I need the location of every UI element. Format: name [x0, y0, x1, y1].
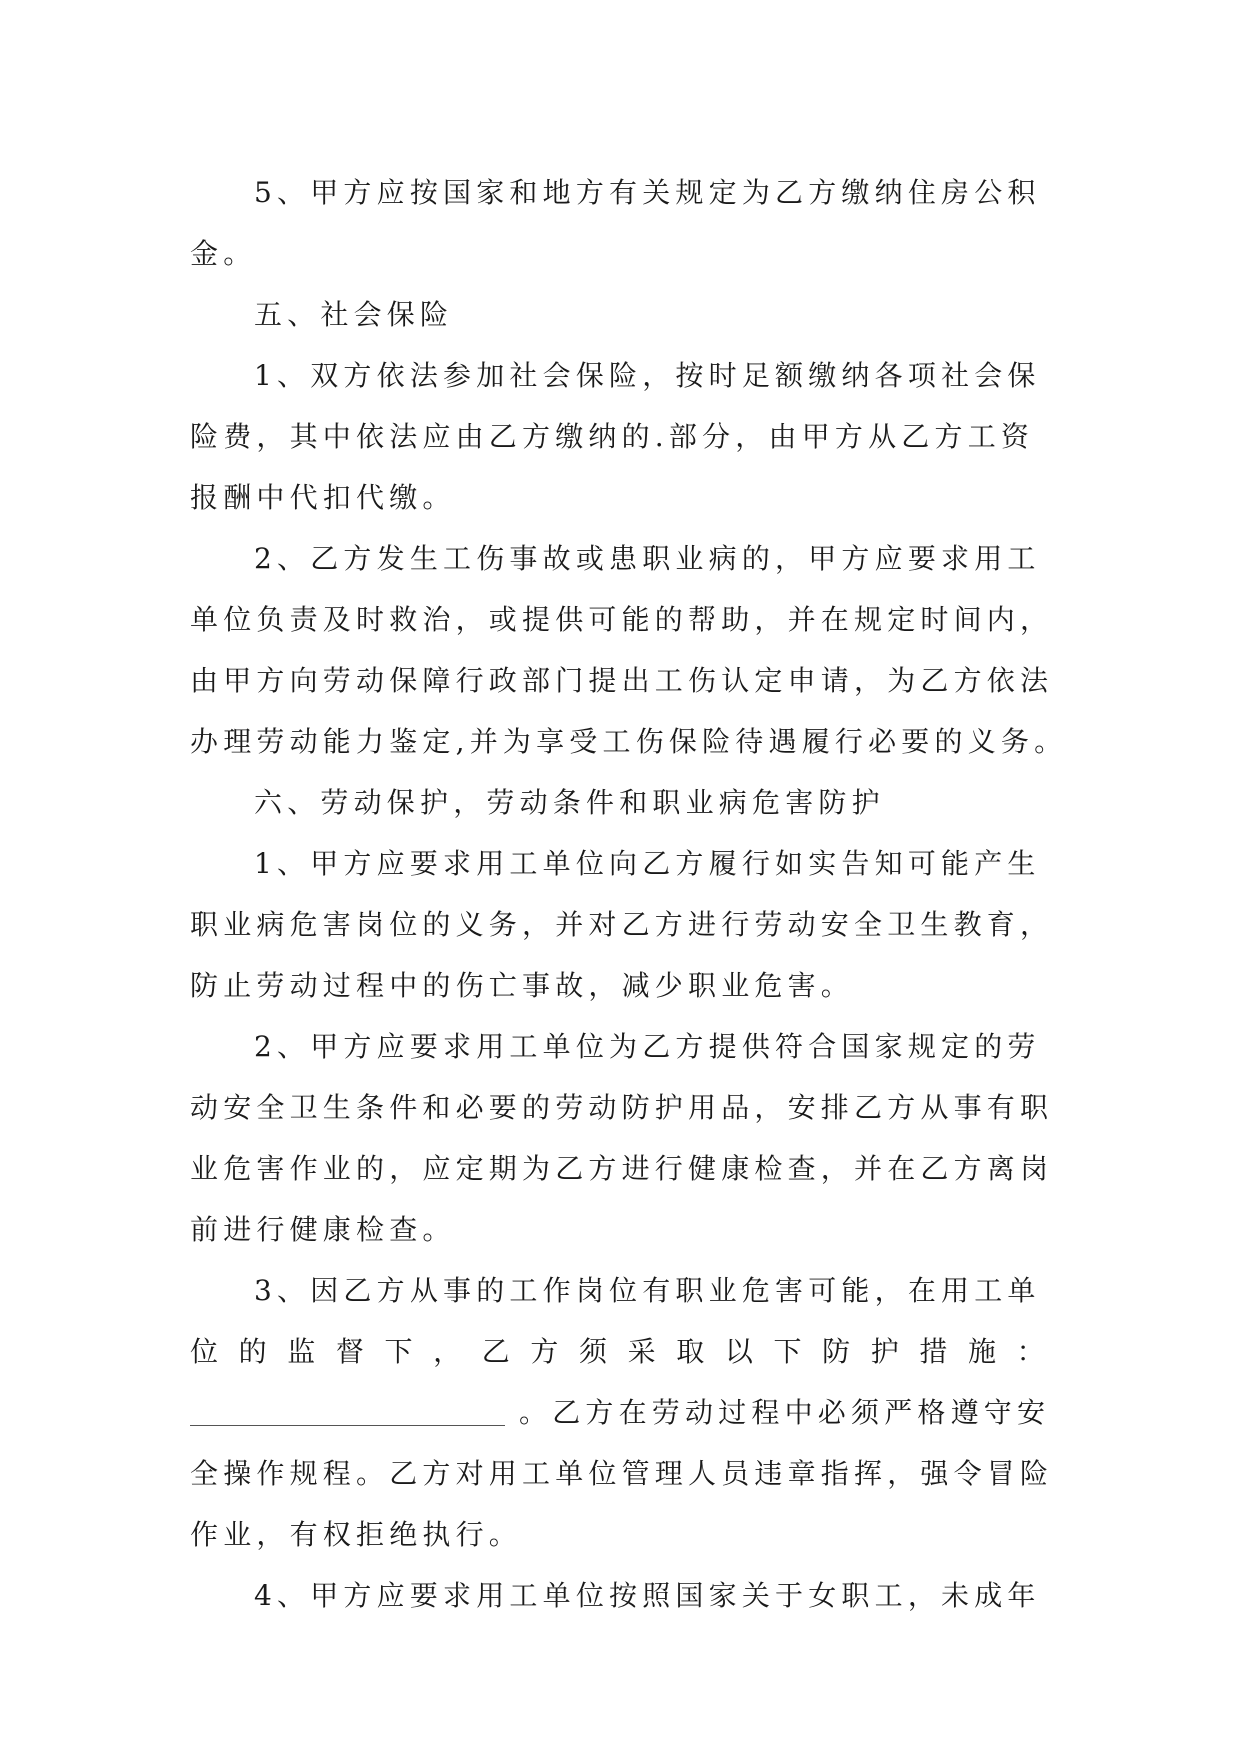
spread-char: 位: [190, 1335, 224, 1368]
paragraph-protection-1: [190, 833, 1054, 1016]
text-line: 职业病危害岗位的义务，并对乙方进行劳动安全卫生教育，: [190, 908, 1054, 941]
paragraph-insurance-2: [190, 528, 1068, 772]
section-heading-labor-protection: [190, 772, 1050, 833]
spread-char: 护: [870, 1335, 904, 1368]
paragraph-insurance-1: [190, 345, 1050, 528]
text-line: 2、乙方发生工伤事故或患职业病的，甲方应要求用工: [254, 542, 1041, 575]
spread-char: 下: [384, 1335, 418, 1368]
text-line: 1、双方依法参加社会保险，按时足额缴纳各项社会保: [254, 359, 1041, 392]
document-page: [190, 162, 1068, 1626]
text-line: 作业，有权拒绝执行。: [190, 1518, 523, 1551]
spread-char: ，: [433, 1335, 467, 1368]
text-after-blank: 。乙方在劳动过程中必须严格遵守安: [519, 1396, 1051, 1429]
text-line: 由甲方向劳动保障行政部门提出工伤认定申请，为乙方依法: [190, 664, 1054, 697]
paragraph-protection-3: [190, 1260, 1054, 1565]
paragraph-housing-fund: [190, 162, 1050, 284]
heading-text: 六、劳动保护，劳动条件和职业病危害防护: [254, 786, 885, 819]
spread-char: 须: [579, 1335, 613, 1368]
spread-char: 监: [287, 1335, 321, 1368]
spread-char: 施: [968, 1335, 1002, 1368]
text-line: 业危害作业的，应定期为乙方进行健康检查，并在乙方离岗: [190, 1152, 1054, 1185]
spread-char: 督: [335, 1335, 370, 1368]
spread-char: 防: [822, 1335, 856, 1368]
spread-char: 措: [919, 1335, 953, 1368]
heading-text: 五、社会保险: [254, 298, 454, 331]
text-line: 动安全卫生条件和必要的劳动防护用品，安排乙方从事有职: [190, 1091, 1054, 1124]
text-line: 前进行健康检查。: [190, 1213, 456, 1246]
paragraph-protection-2: [190, 1016, 1054, 1260]
paragraph-protection-4: [190, 1565, 1050, 1626]
spread-char: 乙: [481, 1335, 515, 1368]
text-line: 报酬中代扣代缴。: [190, 481, 456, 514]
text-line: 单位负责及时救治，或提供可能的帮助，并在规定时间内，: [190, 603, 1054, 636]
text-line: 2、甲方应要求用工单位为乙方提供符合国家规定的劳: [254, 1030, 1041, 1063]
spread-char: 取: [676, 1335, 710, 1368]
text-line: 险费，其中依法应由乙方缴纳的.部分，由甲方从乙方工资: [190, 420, 1035, 453]
section-heading-social-insurance: [190, 284, 1050, 345]
text-line: 全操作规程。乙方对用工单位管理人员违章指挥，强令冒险: [190, 1457, 1054, 1490]
spread-char: 方: [530, 1335, 564, 1368]
text-line: 办理劳动能力鉴定,并为享受工伤保险待遇履行必要的义务。: [190, 725, 1068, 758]
spread-char: 的: [238, 1335, 272, 1368]
spread-char: 采: [627, 1335, 661, 1368]
text-line: 1、甲方应要求用工单位向乙方履行如实告知可能产生: [254, 847, 1041, 880]
fill-in-blank[interactable]: [190, 1395, 505, 1426]
text-line: 金。: [190, 237, 257, 270]
text-line: 3、因乙方从事的工作岗位有职业危害可能，在用工单: [254, 1274, 1041, 1307]
text-line: 4、甲方应要求用工单位按照国家关于女职工，未成年: [254, 1579, 1041, 1612]
spread-char: 以: [724, 1335, 759, 1368]
text-line: 防止劳动过程中的伤亡事故，减少职业危害。: [190, 969, 855, 1002]
text-line-with-blank: [190, 1382, 1050, 1443]
spread-char: ：: [1016, 1335, 1050, 1368]
text-line: 5、甲方应按国家和地方有关规定为乙方缴纳住房公积: [254, 176, 1041, 209]
text-line-justified: [190, 1321, 1050, 1382]
spread-char: 下: [773, 1335, 807, 1368]
